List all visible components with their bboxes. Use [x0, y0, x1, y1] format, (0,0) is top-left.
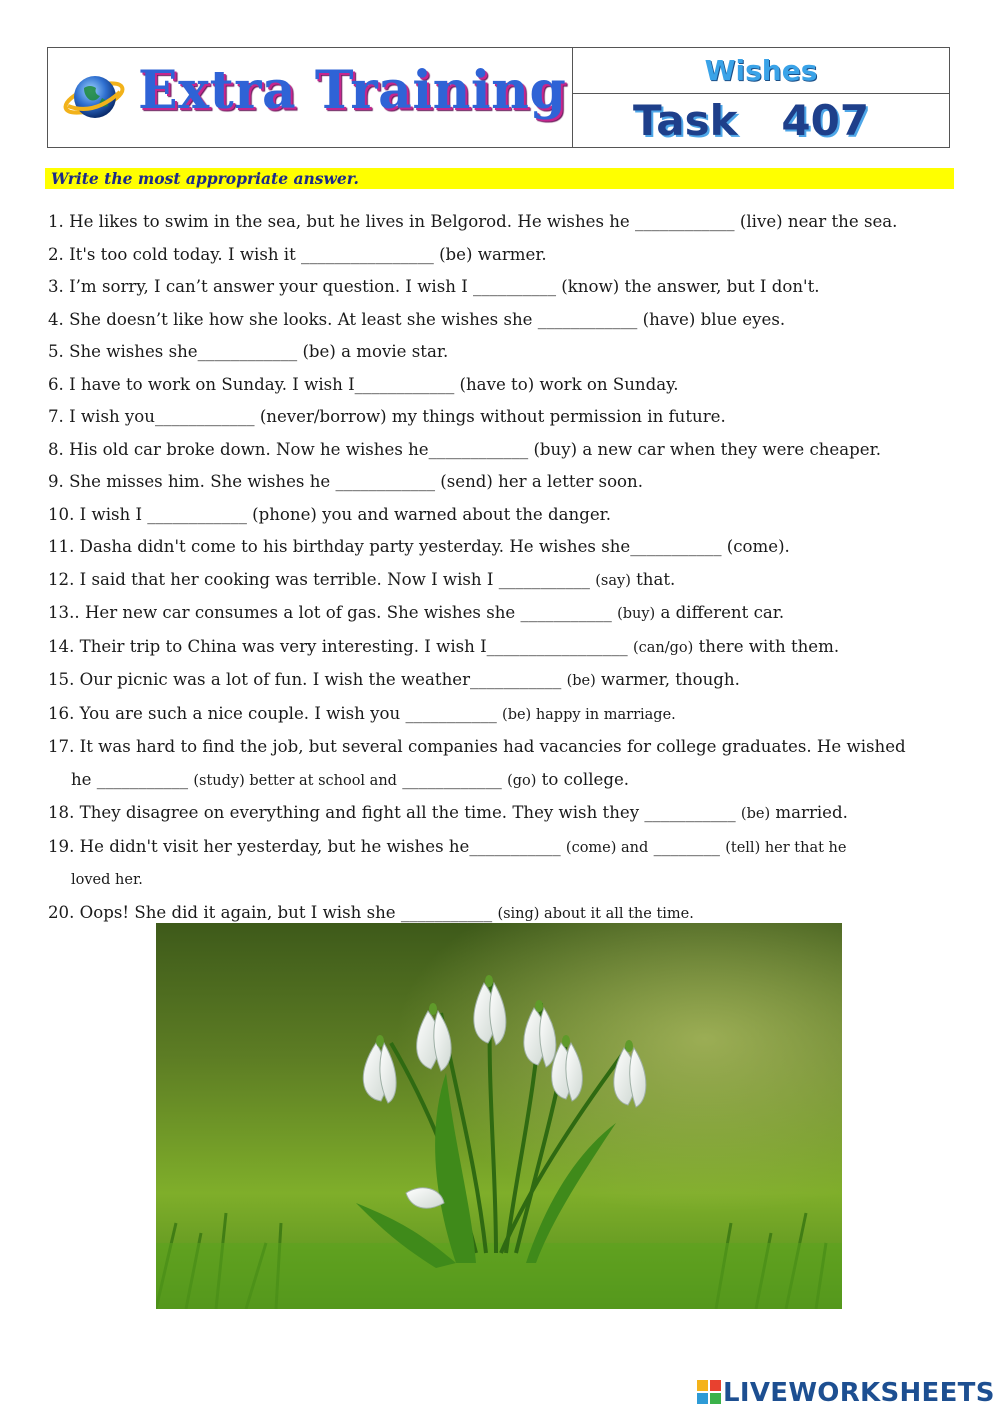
exercise-item: 3. I’m sorry, I can’t answer your question. I wish I __________ (know) the answer, but I don't.	[48, 277, 820, 296]
exercise-item	[48, 631, 952, 665]
task-number: Task 407	[633, 96, 870, 145]
exercise-item: 8. His old car broke down. Now he wishes he____________ (buy) a new car when they were cheaper.	[48, 439, 881, 459]
exercise-item: 2. It's too cold today. I wish it ________________ (be) warmer.	[48, 244, 547, 264]
brand-title: Extra Training	[138, 60, 567, 121]
topic-title: Wishes	[573, 48, 949, 94]
exercise-item	[48, 564, 952, 598]
exercise-item: 1. He likes to swim in the sea, but he lives in Belgorod. He wishes he ____________ (live) near the sea.	[48, 212, 898, 231]
item-text: he ___________	[71, 769, 189, 789]
verb-hint: (be)	[566, 673, 596, 689]
verb-hint: (can/go)	[633, 639, 694, 656]
item-text: 20. Oops! She did it again, but I wish she ___________	[48, 902, 493, 922]
item-text: to college.	[536, 769, 630, 789]
verb-hint: (study) better at school and	[193, 772, 397, 789]
verb-hint: (go)	[507, 772, 537, 789]
liveworksheets-mark-icon	[697, 1380, 721, 1404]
snowdrop-illustration	[156, 923, 842, 1309]
verb-hint: (buy)	[617, 606, 656, 622]
worksheet-header	[47, 47, 950, 148]
verb-hint: (say)	[595, 572, 631, 589]
instruction-bar: Write the most appropriate answer.	[45, 168, 954, 189]
verb-hint: (be) happy in marriage.	[502, 706, 676, 723]
item-continuation	[48, 764, 952, 798]
exercise-item: 6. I have to work on Sunday. I wish I____________ (have to) work on Sunday.	[48, 374, 679, 394]
item-text: 19. He didn't visit her yesterday, but he wishes he___________	[48, 836, 561, 856]
snowdrop-photo	[156, 923, 842, 1309]
exercise-item: 5. She wishes she____________ (be) a movie star.	[48, 342, 449, 361]
exercise-item	[48, 664, 952, 698]
item-text: 15. Our picnic was a lot of fun. I wish the weather___________	[48, 670, 562, 689]
item-text: a different car.	[655, 603, 785, 622]
exercise-item	[48, 731, 952, 797]
globe-icon	[62, 68, 126, 126]
verb-hint: (sing) about it all the time.	[497, 905, 694, 922]
task-cell	[573, 48, 949, 147]
item-text: ____________	[396, 769, 502, 789]
item-text: warmer, though.	[595, 670, 740, 689]
item-text: 18. They disagree on everything and fight all the time. They wish they ___________	[48, 803, 736, 822]
exercise-item: 7. I wish you____________ (never/borrow) my things without permission in future.	[48, 407, 726, 426]
exercise-item: 4. She doesn’t like how she looks. At least she wishes she ____________ (have) blue eyes.	[48, 309, 786, 329]
verb-hint: (come) and	[565, 839, 649, 856]
exercise-item: 9. She misses him. She wishes he ____________ (send) her a letter soon.	[48, 472, 644, 491]
exercise-item: 10. I wish I ____________ (phone) you and warned about the danger.	[48, 504, 612, 524]
item-text: 14. Their trip to China was very interesting. I wish I_________________	[48, 636, 628, 656]
item-continuation: loved her.	[71, 872, 143, 888]
item-text: 13.. Her new car consumes a lot of gas. She wishes she ___________	[48, 603, 612, 622]
item-text: 16. You are such a nice couple. I wish you ___________	[48, 703, 497, 723]
item-text: that.	[630, 569, 676, 589]
exercise-item	[48, 831, 952, 897]
verb-hint: (tell) her that he	[725, 839, 847, 856]
verb-hint: (be)	[740, 806, 771, 822]
brand-cell	[48, 48, 573, 147]
item-text: 17. It was hard to find the job, but several companies had vacancies for college graduates. He wished	[48, 737, 906, 756]
exercise-item: 11. Dasha didn't come to his birthday party yesterday. He wishes she___________ (come).	[48, 537, 790, 556]
item-text: 12. I said that her cooking was terrible. Now I wish I ___________	[48, 569, 590, 589]
exercise-item	[48, 698, 952, 732]
liveworksheets-wordmark: LIVEWORKSHEETS	[723, 1378, 995, 1408]
exercise-item	[48, 797, 952, 831]
exercise-item	[48, 597, 952, 631]
item-text: married.	[770, 803, 848, 822]
item-text: there with them.	[693, 636, 840, 656]
liveworksheets-logo	[697, 1378, 995, 1408]
exercise-list	[48, 206, 952, 930]
item-text: ________	[648, 836, 720, 856]
